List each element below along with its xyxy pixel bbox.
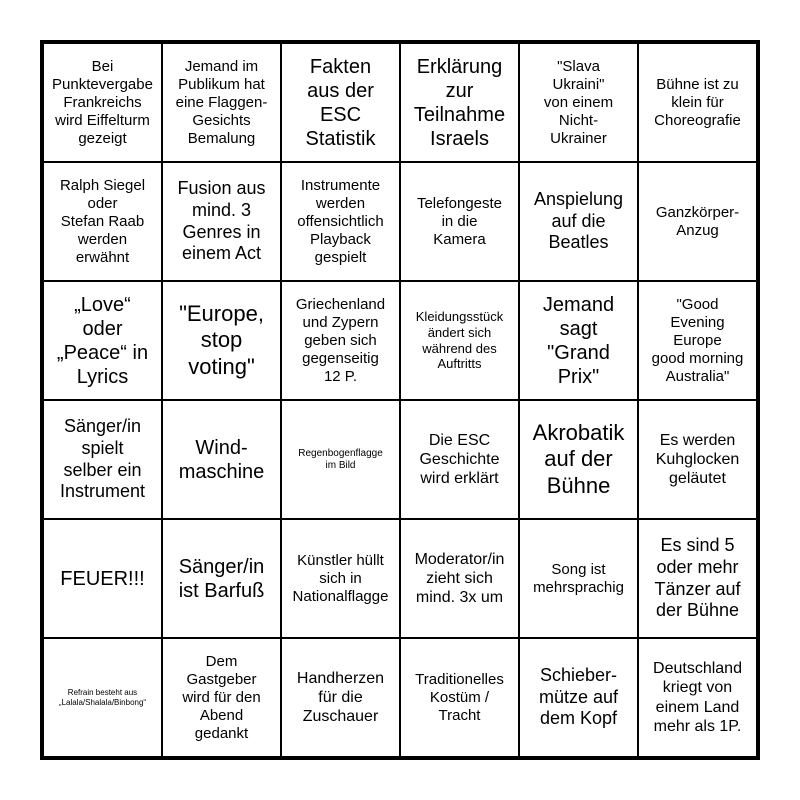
bingo-cell[interactable]: Traditionelles Kostüm / Tracht [400,638,519,757]
bingo-cell[interactable]: Refrain besteht aus „Lalala/Shalala/Binbong“ [43,638,162,757]
bingo-cell[interactable]: Bühne ist zu klein für Choreografie [638,43,757,162]
bingo-cell[interactable]: Instrumente werden offensichtlich Playback gespielt [281,162,400,281]
bingo-cell[interactable]: "Good Evening Europe good morning Australia" [638,281,757,400]
bingo-cell[interactable]: Jemand im Publikum hat eine Flaggen- Gesichts Bemalung [162,43,281,162]
bingo-cell[interactable]: Sänger/in ist Barfuß [162,519,281,638]
bingo-cell[interactable]: Regenbogenflagge im Bild [281,400,400,519]
bingo-cell[interactable]: Es werden Kuhglocken geläutet [638,400,757,519]
bingo-cell[interactable]: Fusion aus mind. 3 Genres in einem Act [162,162,281,281]
bingo-cell[interactable]: "Slava Ukraini" von einem Nicht- Ukrainer [519,43,638,162]
bingo-cell[interactable]: Ganzkörper- Anzug [638,162,757,281]
bingo-cell[interactable]: Handherzen für die Zuschauer [281,638,400,757]
bingo-cell[interactable]: FEUER!!! [43,519,162,638]
bingo-cell[interactable]: Ralph Siegel oder Stefan Raab werden erwähnt [43,162,162,281]
bingo-cell[interactable]: "Europe, stop voting" [162,281,281,400]
bingo-board [40,40,760,760]
bingo-cell[interactable]: Fakten aus der ESC Statistik [281,43,400,162]
bingo-cell[interactable]: Wind- maschine [162,400,281,519]
bingo-cell[interactable]: Erklärung zur Teilnahme Israels [400,43,519,162]
bingo-cell[interactable]: Griechenland und Zypern geben sich gegenseitig 12 P. [281,281,400,400]
bingo-cell[interactable]: Künstler hüllt sich in Nationalflagge [281,519,400,638]
bingo-cell[interactable]: Bei Punktevergabe Frankreichs wird Eiffelturm gezeigt [43,43,162,162]
bingo-cell[interactable]: Jemand sagt "Grand Prix" [519,281,638,400]
bingo-cell[interactable]: Akrobatik auf der Bühne [519,400,638,519]
bingo-cell[interactable]: Anspielung auf die Beatles [519,162,638,281]
bingo-cell[interactable]: Sänger/in spielt selber ein Instrument [43,400,162,519]
bingo-cell[interactable]: Song ist mehrsprachig [519,519,638,638]
bingo-cell[interactable]: Die ESC Geschichte wird erklärt [400,400,519,519]
bingo-cell[interactable]: „Love“ oder „Peace“ in Lyrics [43,281,162,400]
bingo-cell[interactable]: Dem Gastgeber wird für den Abend gedankt [162,638,281,757]
bingo-cell[interactable]: Moderator/in zieht sich mind. 3x um [400,519,519,638]
bingo-cell[interactable]: Es sind 5 oder mehr Tänzer auf der Bühne [638,519,757,638]
bingo-cell[interactable]: Schieber- mütze auf dem Kopf [519,638,638,757]
bingo-cell[interactable]: Telefongeste in die Kamera [400,162,519,281]
bingo-cell[interactable]: Kleidungsstück ändert sich während des Auftritts [400,281,519,400]
bingo-cell[interactable]: Deutschland kriegt von einem Land mehr als 1P. [638,638,757,757]
